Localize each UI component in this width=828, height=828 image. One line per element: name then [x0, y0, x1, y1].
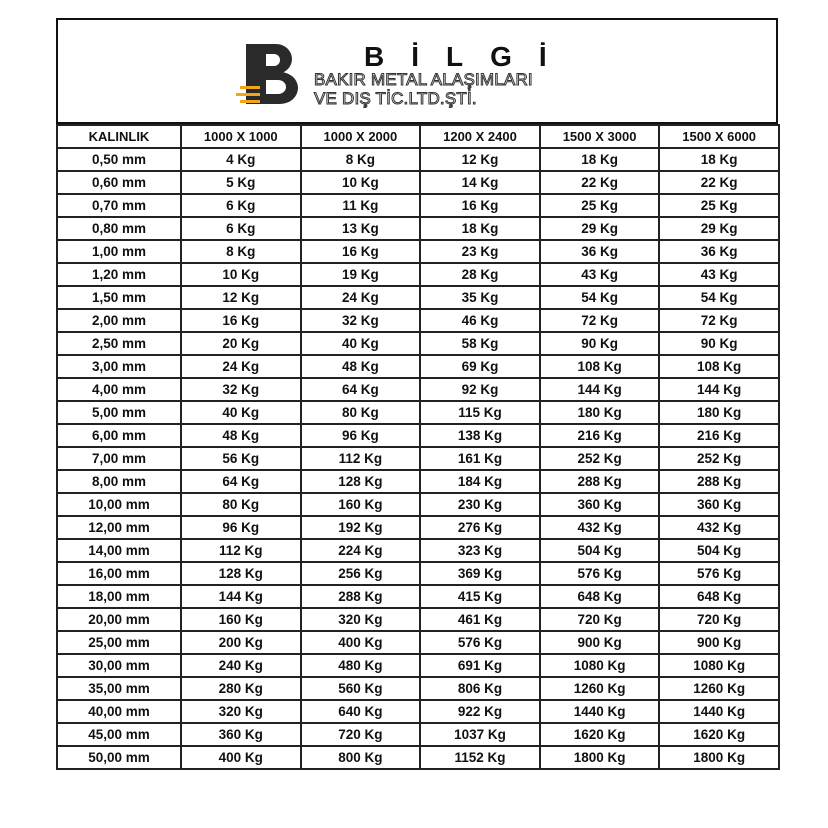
- thickness-cell: 0,80 mm: [57, 217, 181, 240]
- thickness-cell: 40,00 mm: [57, 700, 181, 723]
- weight-cell: 4 Kg: [181, 148, 301, 171]
- table-row: [57, 332, 779, 355]
- weight-cell: 90 Kg: [659, 332, 779, 355]
- weight-cell: 1620 Kg: [540, 723, 660, 746]
- weight-cell: 160 Kg: [301, 493, 421, 516]
- thickness-cell: 20,00 mm: [57, 608, 181, 631]
- weight-cell: 128 Kg: [181, 562, 301, 585]
- weight-cell: 230 Kg: [420, 493, 540, 516]
- weight-cell: 288 Kg: [301, 585, 421, 608]
- table-row: [57, 263, 779, 286]
- weight-cell: 96 Kg: [301, 424, 421, 447]
- thickness-cell: 2,50 mm: [57, 332, 181, 355]
- column-header: 1000 X 1000: [181, 125, 301, 148]
- thickness-cell: 18,00 mm: [57, 585, 181, 608]
- weight-cell: 36 Kg: [540, 240, 660, 263]
- brand-subtitle-line1: BAKIR METAL ALAŞIMLARI: [314, 70, 533, 89]
- table-row: [57, 516, 779, 539]
- table-row: [57, 539, 779, 562]
- weight-cell: 32 Kg: [181, 378, 301, 401]
- weight-cell: 23 Kg: [420, 240, 540, 263]
- table-row: [57, 447, 779, 470]
- weight-cell: 32 Kg: [301, 309, 421, 332]
- weight-cell: 432 Kg: [540, 516, 660, 539]
- thickness-cell: 14,00 mm: [57, 539, 181, 562]
- weight-cell: 64 Kg: [181, 470, 301, 493]
- weight-cell: 922 Kg: [420, 700, 540, 723]
- weight-cell: 900 Kg: [540, 631, 660, 654]
- weight-cell: 112 Kg: [301, 447, 421, 470]
- table-row: [57, 148, 779, 171]
- weight-cell: 18 Kg: [659, 148, 779, 171]
- weight-cell: 323 Kg: [420, 539, 540, 562]
- weight-cell: 1260 Kg: [659, 677, 779, 700]
- weight-cell: 72 Kg: [540, 309, 660, 332]
- company-header: [56, 18, 778, 124]
- weight-cell: 180 Kg: [540, 401, 660, 424]
- weight-cell: 28 Kg: [420, 263, 540, 286]
- weight-cell: 216 Kg: [540, 424, 660, 447]
- weight-cell: 576 Kg: [420, 631, 540, 654]
- table-row: [57, 700, 779, 723]
- weight-cell: 96 Kg: [181, 516, 301, 539]
- weight-cell: 24 Kg: [181, 355, 301, 378]
- weight-cell: 54 Kg: [540, 286, 660, 309]
- brand-name: BİLGİ: [364, 41, 574, 72]
- column-header: 1500 X 3000: [540, 125, 660, 148]
- weight-cell: 576 Kg: [659, 562, 779, 585]
- weight-cell: 16 Kg: [301, 240, 421, 263]
- table-row: [57, 562, 779, 585]
- weight-cell: 320 Kg: [301, 608, 421, 631]
- weight-cell: 12 Kg: [181, 286, 301, 309]
- weight-cell: 11 Kg: [301, 194, 421, 217]
- thickness-cell: 0,70 mm: [57, 194, 181, 217]
- weight-cell: 18 Kg: [420, 217, 540, 240]
- weight-cell: 48 Kg: [181, 424, 301, 447]
- column-header: 1000 X 2000: [301, 125, 421, 148]
- weight-cell: 640 Kg: [301, 700, 421, 723]
- weight-cell: 1440 Kg: [659, 700, 779, 723]
- thickness-cell: 6,00 mm: [57, 424, 181, 447]
- weight-cell: 691 Kg: [420, 654, 540, 677]
- table-row: [57, 401, 779, 424]
- weight-cell: 432 Kg: [659, 516, 779, 539]
- table-row: [57, 355, 779, 378]
- weight-cell: 288 Kg: [659, 470, 779, 493]
- weight-cell: 58 Kg: [420, 332, 540, 355]
- weight-cell: 160 Kg: [181, 608, 301, 631]
- weight-cell: 504 Kg: [659, 539, 779, 562]
- weight-cell: 144 Kg: [659, 378, 779, 401]
- weight-cell: 80 Kg: [181, 493, 301, 516]
- weight-cell: 276 Kg: [420, 516, 540, 539]
- thickness-cell: 3,00 mm: [57, 355, 181, 378]
- table-row: [57, 631, 779, 654]
- weight-cell: 180 Kg: [659, 401, 779, 424]
- weight-cell: 320 Kg: [181, 700, 301, 723]
- weight-cell: 1440 Kg: [540, 700, 660, 723]
- weight-cell: 16 Kg: [181, 309, 301, 332]
- weight-cell: 360 Kg: [540, 493, 660, 516]
- weight-cell: 10 Kg: [301, 171, 421, 194]
- column-header: KALINLIK: [57, 125, 181, 148]
- table-row: [57, 309, 779, 332]
- weight-cell: 144 Kg: [181, 585, 301, 608]
- weight-cell: 648 Kg: [659, 585, 779, 608]
- thickness-cell: 25,00 mm: [57, 631, 181, 654]
- weight-cell: 200 Kg: [181, 631, 301, 654]
- thickness-cell: 16,00 mm: [57, 562, 181, 585]
- weight-cell: 1260 Kg: [540, 677, 660, 700]
- thickness-cell: 4,00 mm: [57, 378, 181, 401]
- thickness-cell: 2,00 mm: [57, 309, 181, 332]
- weight-table: [56, 124, 780, 770]
- weight-cell: 1620 Kg: [659, 723, 779, 746]
- table-row: [57, 286, 779, 309]
- table-row: [57, 424, 779, 447]
- thickness-cell: 1,00 mm: [57, 240, 181, 263]
- weight-cell: 20 Kg: [181, 332, 301, 355]
- weight-cell: 184 Kg: [420, 470, 540, 493]
- weight-cell: 560 Kg: [301, 677, 421, 700]
- weight-cell: 25 Kg: [659, 194, 779, 217]
- weight-cell: 280 Kg: [181, 677, 301, 700]
- column-header: 1500 X 6000: [659, 125, 779, 148]
- table-row: [57, 217, 779, 240]
- table-row: [57, 470, 779, 493]
- thickness-cell: 1,50 mm: [57, 286, 181, 309]
- thickness-cell: 5,00 mm: [57, 401, 181, 424]
- weight-cell: 64 Kg: [301, 378, 421, 401]
- weight-cell: 1080 Kg: [540, 654, 660, 677]
- thickness-cell: 8,00 mm: [57, 470, 181, 493]
- brand-subtitle-line2: VE DIŞ TİC.LTD.ŞTİ.: [314, 89, 477, 108]
- weight-cell: 48 Kg: [301, 355, 421, 378]
- weight-cell: 72 Kg: [659, 309, 779, 332]
- weight-cell: 216 Kg: [659, 424, 779, 447]
- table-row: [57, 493, 779, 516]
- weight-cell: 369 Kg: [420, 562, 540, 585]
- weight-cell: 1037 Kg: [420, 723, 540, 746]
- table-row: [57, 194, 779, 217]
- weight-cell: 46 Kg: [420, 309, 540, 332]
- table-row: [57, 171, 779, 194]
- weight-cell: 400 Kg: [181, 746, 301, 769]
- weight-cell: 108 Kg: [540, 355, 660, 378]
- weight-cell: 112 Kg: [181, 539, 301, 562]
- weight-cell: 1080 Kg: [659, 654, 779, 677]
- thickness-cell: 1,20 mm: [57, 263, 181, 286]
- weight-cell: 648 Kg: [540, 585, 660, 608]
- thickness-cell: 10,00 mm: [57, 493, 181, 516]
- table-row: [57, 585, 779, 608]
- table-body: [57, 148, 779, 769]
- weight-cell: 1800 Kg: [540, 746, 660, 769]
- weight-cell: 19 Kg: [301, 263, 421, 286]
- weight-cell: 92 Kg: [420, 378, 540, 401]
- thickness-cell: 50,00 mm: [57, 746, 181, 769]
- weight-cell: 40 Kg: [301, 332, 421, 355]
- logo-accent-bars: [236, 86, 260, 103]
- weight-cell: 5 Kg: [181, 171, 301, 194]
- table-row: [57, 654, 779, 677]
- weight-cell: 1152 Kg: [420, 746, 540, 769]
- weight-cell: 18 Kg: [540, 148, 660, 171]
- weight-cell: 43 Kg: [540, 263, 660, 286]
- weight-cell: 224 Kg: [301, 539, 421, 562]
- weight-cell: 288 Kg: [540, 470, 660, 493]
- thickness-cell: 45,00 mm: [57, 723, 181, 746]
- weight-cell: 69 Kg: [420, 355, 540, 378]
- weight-cell: 90 Kg: [540, 332, 660, 355]
- weight-cell: 240 Kg: [181, 654, 301, 677]
- weight-cell: 56 Kg: [181, 447, 301, 470]
- weight-cell: 461 Kg: [420, 608, 540, 631]
- weight-cell: 36 Kg: [659, 240, 779, 263]
- weight-cell: 720 Kg: [540, 608, 660, 631]
- weight-cell: 22 Kg: [659, 171, 779, 194]
- table-row: [57, 608, 779, 631]
- weight-cell: 720 Kg: [659, 608, 779, 631]
- weight-cell: 14 Kg: [420, 171, 540, 194]
- weight-cell: 128 Kg: [301, 470, 421, 493]
- price-sheet: [56, 18, 778, 820]
- weight-cell: 25 Kg: [540, 194, 660, 217]
- table-header-row: [57, 125, 779, 148]
- table-row: [57, 378, 779, 401]
- weight-cell: 40 Kg: [181, 401, 301, 424]
- table-row: [57, 746, 779, 769]
- weight-cell: 29 Kg: [659, 217, 779, 240]
- weight-cell: 360 Kg: [181, 723, 301, 746]
- weight-cell: 161 Kg: [420, 447, 540, 470]
- weight-cell: 144 Kg: [540, 378, 660, 401]
- weight-cell: 8 Kg: [301, 148, 421, 171]
- thickness-cell: 12,00 mm: [57, 516, 181, 539]
- thickness-cell: 0,60 mm: [57, 171, 181, 194]
- weight-cell: 12 Kg: [420, 148, 540, 171]
- thickness-cell: 7,00 mm: [57, 447, 181, 470]
- weight-cell: 252 Kg: [659, 447, 779, 470]
- weight-cell: 35 Kg: [420, 286, 540, 309]
- weight-cell: 800 Kg: [301, 746, 421, 769]
- weight-cell: 900 Kg: [659, 631, 779, 654]
- company-logo-icon: [236, 42, 306, 108]
- thickness-cell: 0,50 mm: [57, 148, 181, 171]
- weight-cell: 10 Kg: [181, 263, 301, 286]
- weight-cell: 16 Kg: [420, 194, 540, 217]
- thickness-cell: 30,00 mm: [57, 654, 181, 677]
- table-row: [57, 723, 779, 746]
- weight-cell: 22 Kg: [540, 171, 660, 194]
- table-row: [57, 240, 779, 263]
- weight-cell: 24 Kg: [301, 286, 421, 309]
- weight-cell: 115 Kg: [420, 401, 540, 424]
- weight-cell: 138 Kg: [420, 424, 540, 447]
- weight-cell: 13 Kg: [301, 217, 421, 240]
- weight-cell: 6 Kg: [181, 217, 301, 240]
- weight-cell: 415 Kg: [420, 585, 540, 608]
- weight-cell: 504 Kg: [540, 539, 660, 562]
- weight-cell: 8 Kg: [181, 240, 301, 263]
- table-row: [57, 677, 779, 700]
- weight-cell: 29 Kg: [540, 217, 660, 240]
- weight-cell: 108 Kg: [659, 355, 779, 378]
- weight-cell: 256 Kg: [301, 562, 421, 585]
- weight-cell: 576 Kg: [540, 562, 660, 585]
- weight-cell: 360 Kg: [659, 493, 779, 516]
- weight-cell: 252 Kg: [540, 447, 660, 470]
- weight-cell: 1800 Kg: [659, 746, 779, 769]
- weight-cell: 192 Kg: [301, 516, 421, 539]
- weight-cell: 480 Kg: [301, 654, 421, 677]
- weight-cell: 80 Kg: [301, 401, 421, 424]
- weight-cell: 720 Kg: [301, 723, 421, 746]
- weight-cell: 6 Kg: [181, 194, 301, 217]
- weight-cell: 54 Kg: [659, 286, 779, 309]
- column-header: 1200 X 2400: [420, 125, 540, 148]
- weight-cell: 43 Kg: [659, 263, 779, 286]
- weight-cell: 806 Kg: [420, 677, 540, 700]
- weight-cell: 400 Kg: [301, 631, 421, 654]
- thickness-cell: 35,00 mm: [57, 677, 181, 700]
